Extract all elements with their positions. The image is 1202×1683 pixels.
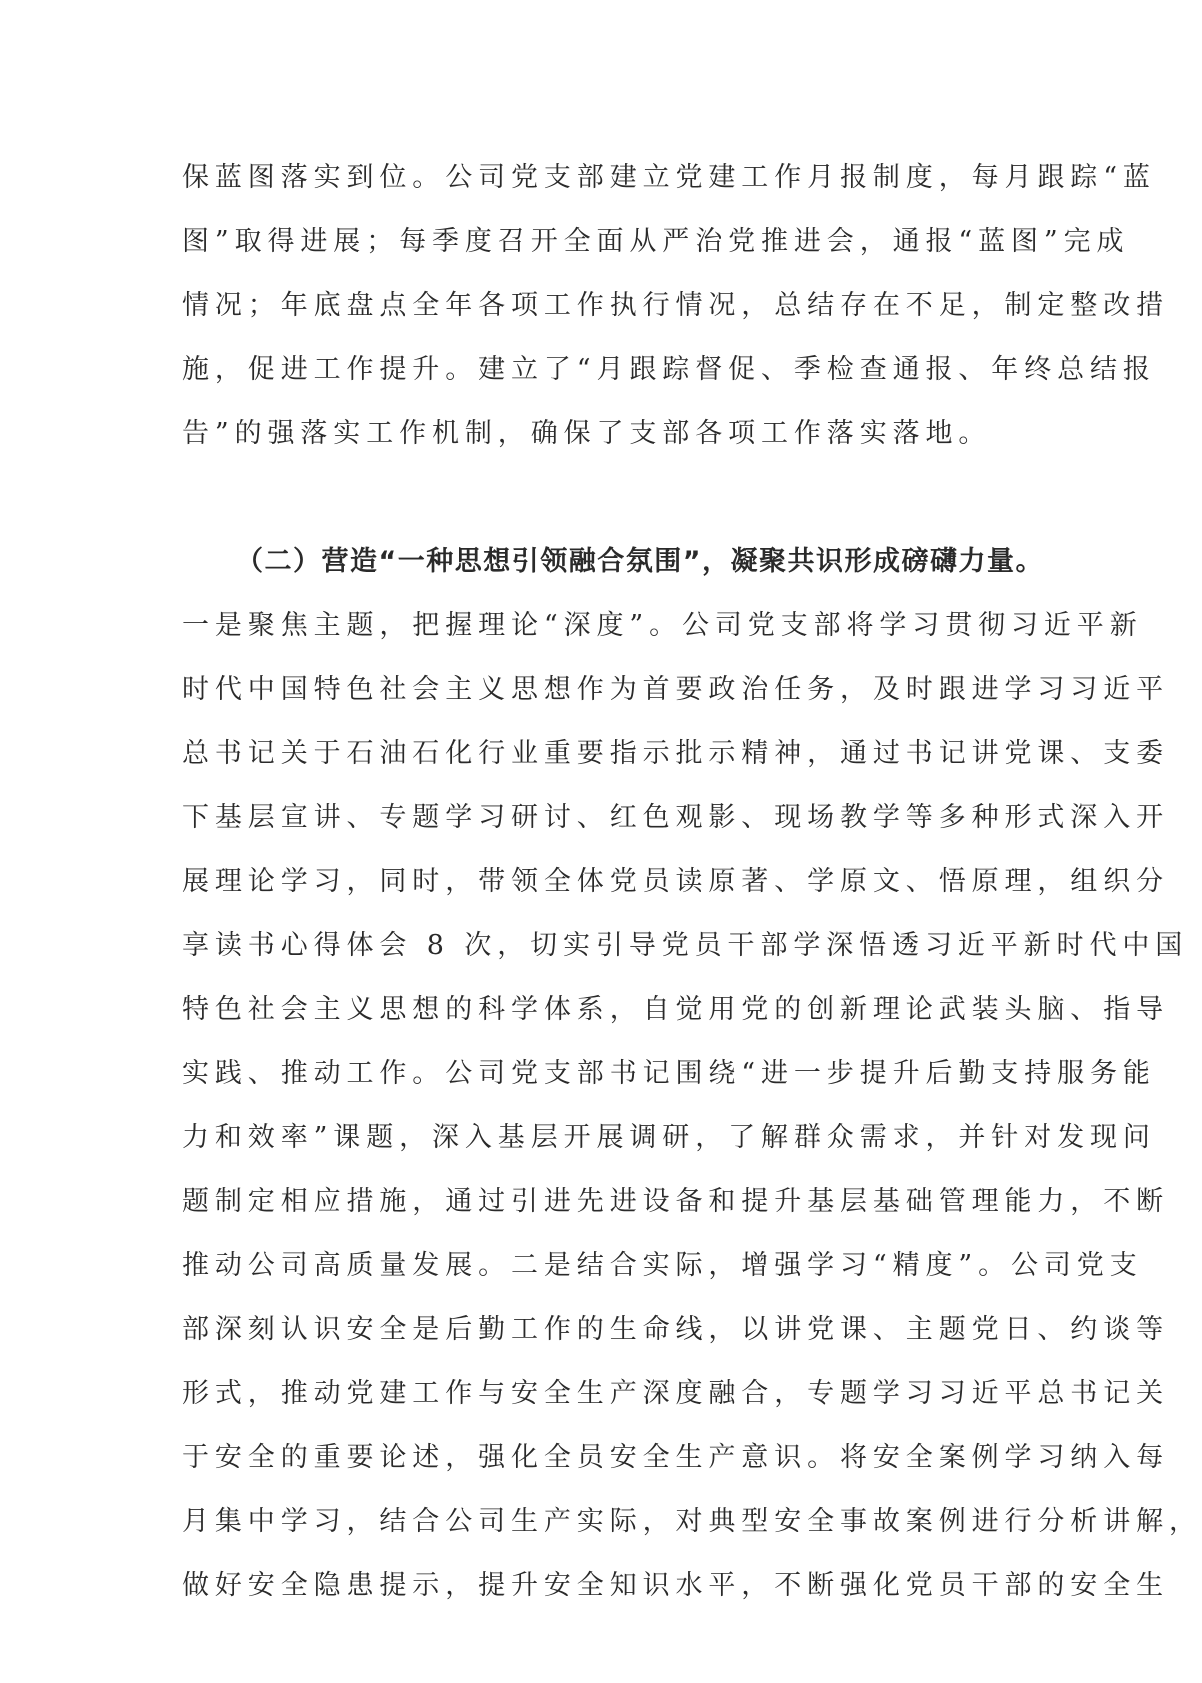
text-line: 施，促进工作提升。建立了“月跟踪督促、季检查通报、年终总结报 [182,354,1156,385]
text-line: 总书记关于石油石化行业重要指示批示精神，通过书记讲党课、支委 [182,738,1169,769]
text-line: 展理论学习，同时，带领全体党员读原著、学原文、悟原理，组织分 [182,866,1169,897]
text-line: 题制定相应措施，通过引进先进设备和提升基层基础管理能力，不断 [182,1186,1169,1217]
text-line: 于安全的重要论述，强化全员安全生产意识。将安全案例学习纳入每 [182,1442,1169,1473]
text-line: 做好安全隐患提示，提升安全知识水平，不断强化党员干部的安全生 [182,1570,1169,1601]
text-line: 推动公司高质量发展。二是结合实际，增强学习“精度”。公司党支 [182,1250,1143,1281]
text-line: 保蓝图落实到位。公司党支部建立党建工作月报制度，每月跟踪“蓝 [182,162,1156,193]
text-line: 情况；年底盘点全年各项工作执行情况，总结存在不足，制定整改措 [182,290,1169,321]
text-line: 图”取得进展；每季度召开全面从严治党推进会，通报“蓝图”完成 [182,226,1130,257]
text-line: 时代中国特色社会主义思想作为首要政治任务，及时跟进学习习近平 [182,674,1169,705]
paragraph-1 [182,146,1169,466]
text-line: 特色社会主义思想的科学体系，自觉用党的创新理论武装头脑、指导 [182,994,1169,1025]
section-heading: （二）营造“一种思想引领融合氛围”，凝聚共识形成磅礴力量。 [236,546,1044,577]
text-line: 月集中学习，结合公司生产实际，对典型安全事故案例进行分析讲解， [182,1506,1202,1537]
text-line: 部深刻认识安全是后勤工作的生命线，以讲党课、主题党日、约谈等 [182,1314,1169,1345]
text-line: 形式，推动党建工作与安全生产深度融合，专题学习习近平总书记关 [182,1378,1169,1409]
paragraph-2 [182,530,1202,1618]
text-line: 下基层宣讲、专题学习研讨、红色观影、现场教学等多种形式深入开 [182,802,1169,833]
text-line: 实践、推动工作。公司党支部书记围绕“进一步提升后勤支持服务能 [182,1058,1156,1089]
text-line: 享读书心得体会 8 次，切实引导党员干部学深悟透习近平新时代中国 [182,930,1189,961]
text-line: 力和效率”课题，深入基层开展调研，了解群众需求，并针对发现问 [182,1122,1156,1153]
text-line: 告”的强落实工作机制，确保了支部各项工作落实落地。 [182,418,992,449]
text-line: 一是聚焦主题，把握理论“深度”。公司党支部将学习贯彻习近平新 [182,610,1143,641]
